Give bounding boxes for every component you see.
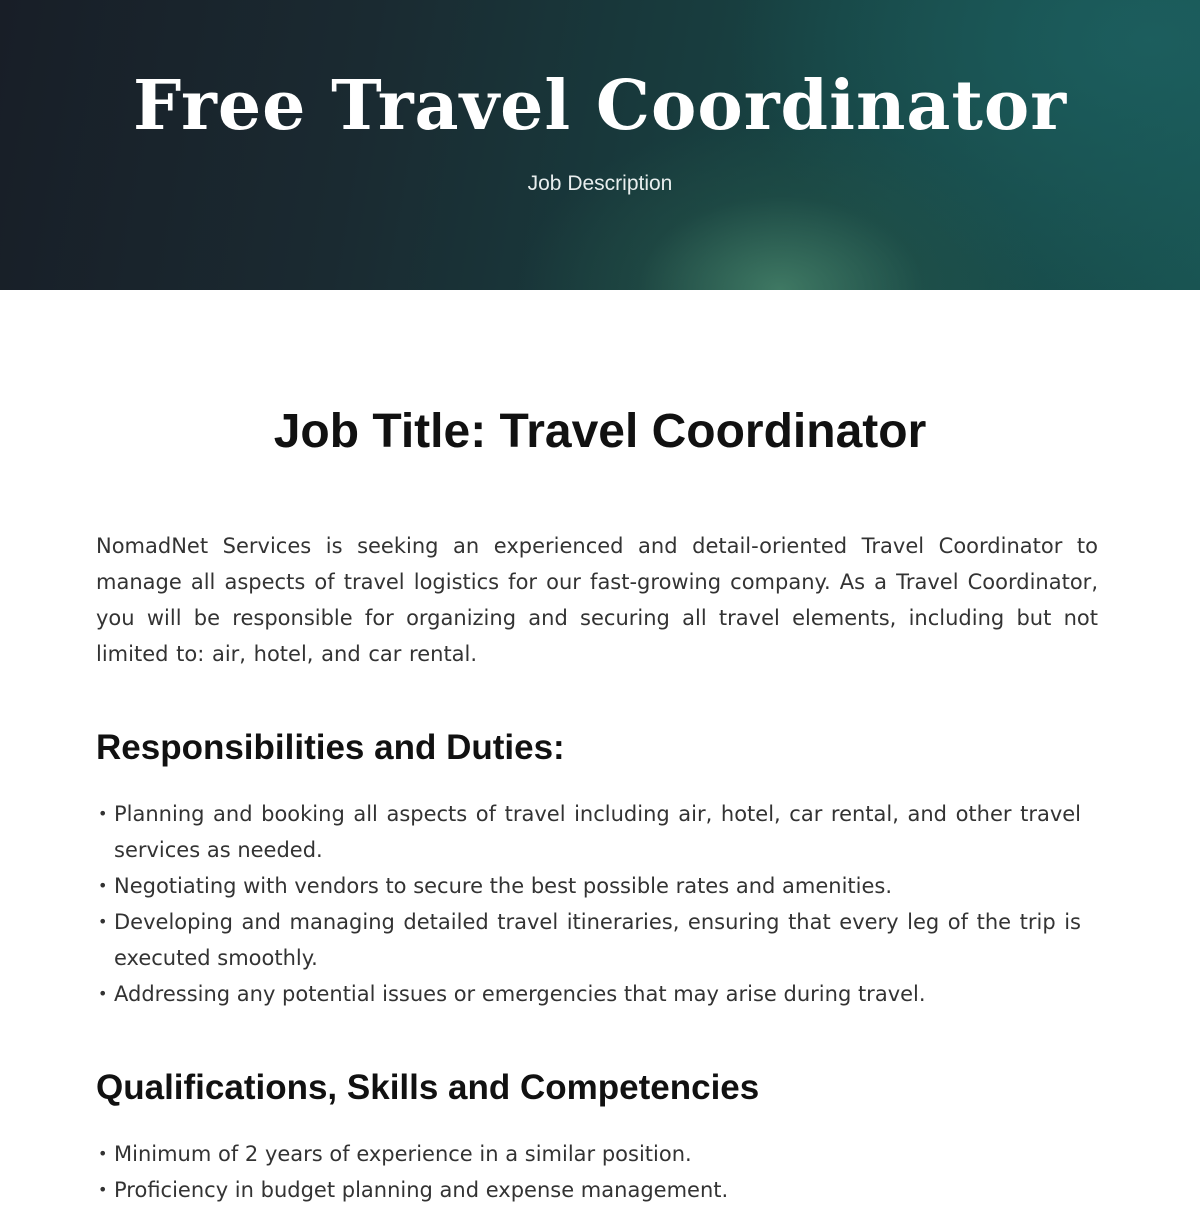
list-item: • Planning and booking all aspects of travel including air, hotel, car rental, and other travel services as needed. [96, 796, 1081, 868]
header-banner [0, 0, 1200, 290]
list-item: • Minimum of 2 years of experience in a similar position. [96, 1136, 1081, 1172]
intro-paragraph: NomadNet Services is seeking an experienced and detail-oriented Travel Coordinator to manage all aspects of travel logistics for our fast-growing company. As a Travel Coordinator, you will be responsible for organizing and securing all travel elements, including but not limited to: air, hotel, and car rental. [96, 534, 1098, 666]
list-item: • Negotiating with vendors to secure the best possible rates and amenities. [96, 868, 1081, 904]
list-item: • Addressing any potential issues or emergencies that may arise during travel. [96, 976, 1081, 1012]
responsibilities-heading: Responsibilities and Duties: [96, 728, 565, 767]
list-item: • Proficiency in budget planning and expense management. [96, 1172, 1081, 1208]
document-title: Free Travel Coordinator [132, 66, 1068, 146]
job-title-heading: Job Title: Travel Coordinator [273, 405, 927, 458]
list-item: • Developing and managing detailed travel itineraries, ensuring that every leg of the trip is executed smoothly. [96, 904, 1081, 976]
qualifications-list [96, 1136, 1081, 1208]
document-subtitle: Job Description [527, 172, 673, 195]
qualifications-heading: Qualifications, Skills and Competencies [96, 1068, 760, 1107]
responsibilities-list [96, 796, 1081, 1012]
